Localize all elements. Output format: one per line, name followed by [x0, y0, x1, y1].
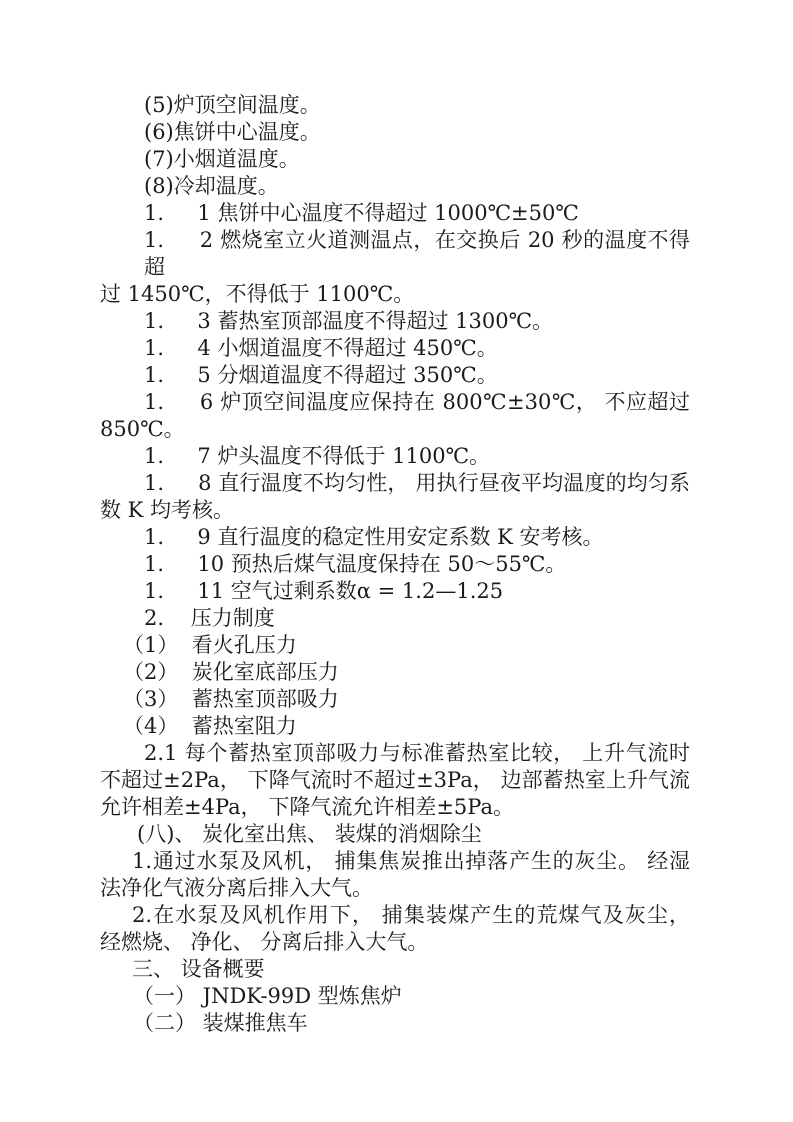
text-line-29: 法净化气液分离后排入大气。	[100, 876, 373, 900]
text-line-6: 1. 2 燃烧室立火道测温点，在交换后 20 秒的温度不得超	[144, 228, 690, 279]
text-line-16: 1. 9 直行温度的稳定性用安定系数 K 安考核。	[144, 525, 604, 549]
text-line-18: 1. 11 空气过剩系数α = 1.2—1.25	[144, 579, 504, 603]
text-line-4: (8)冷却温度。	[144, 174, 279, 198]
text-line-1: (5)炉顶空间温度。	[144, 93, 321, 117]
text-line-10: 1. 5 分烟道温度不得超过 350℃。	[144, 363, 498, 387]
text-line-23: （4） 蓄热室阻力	[123, 714, 297, 738]
text-line-30: 2.在水泵及风机作用下， 捕集装煤产生的荒煤气及灰尘，	[132, 903, 690, 927]
text-line-26: 允许相差±4Pa， 下降气流允许相差±5Pa。	[100, 795, 515, 819]
text-line-33: （一） JNDK-99D 型炼焦炉	[133, 984, 402, 1008]
text-line-31: 经燃烧、 净化、 分离后排入大气。	[100, 930, 429, 954]
text-line-20: （1） 看火孔压力	[123, 633, 297, 657]
text-line-3: (7)小烟道温度。	[144, 147, 300, 171]
text-line-24: 2.1 每个蓄热室顶部吸力与标准蓄热室比较， 上升气流时	[144, 741, 690, 765]
text-line-27: (八)、 炭化室出焦、 装煤的消烟除尘	[137, 822, 482, 846]
text-line-28: 1.通过水泵及风机， 捕集焦炭推出掉落产生的灰尘。 经湿	[132, 849, 690, 873]
text-line-21: （2） 炭化室底部压力	[123, 660, 339, 684]
text-line-8: 1. 3 蓄热室顶部温度不得超过 1300℃。	[144, 309, 554, 333]
text-line-34: （二） 装煤推焦车	[133, 1011, 308, 1035]
text-line-19: 2. 压力制度	[144, 606, 275, 630]
text-line-12: 850℃。	[100, 417, 185, 441]
text-line-11: 1. 6 炉顶空间温度应保持在 800℃±30℃， 不应超过	[144, 390, 690, 414]
text-line-14: 1. 8 直行温度不均匀性， 用执行昼夜平均温度的均匀系	[144, 471, 690, 495]
text-line-25: 不超过±2Pa， 下降气流时不超过±3Pa， 边部蓄热室上升气流	[100, 768, 690, 792]
text-line-2: (6)焦饼中心温度。	[144, 120, 321, 144]
text-line-13: 1. 7 炉头温度不得低于 1100℃。	[144, 444, 491, 468]
text-line-15: 数 K 均考核。	[100, 498, 235, 522]
text-line-7: 过 1450℃，不得低于 1100℃。	[100, 282, 415, 306]
text-line-5: 1. 1 焦饼中心温度不得超过 1000℃±50℃	[144, 201, 579, 225]
text-line-17: 1. 10 预热后煤气温度保持在 50～55℃。	[144, 552, 567, 576]
text-line-9: 1. 4 小烟道温度不得超过 450℃。	[144, 336, 498, 360]
text-line-32: 三、 设备概要	[132, 957, 265, 981]
page-text	[100, 92, 690, 1037]
text-line-22: （3） 蓄热室顶部吸力	[123, 687, 339, 711]
